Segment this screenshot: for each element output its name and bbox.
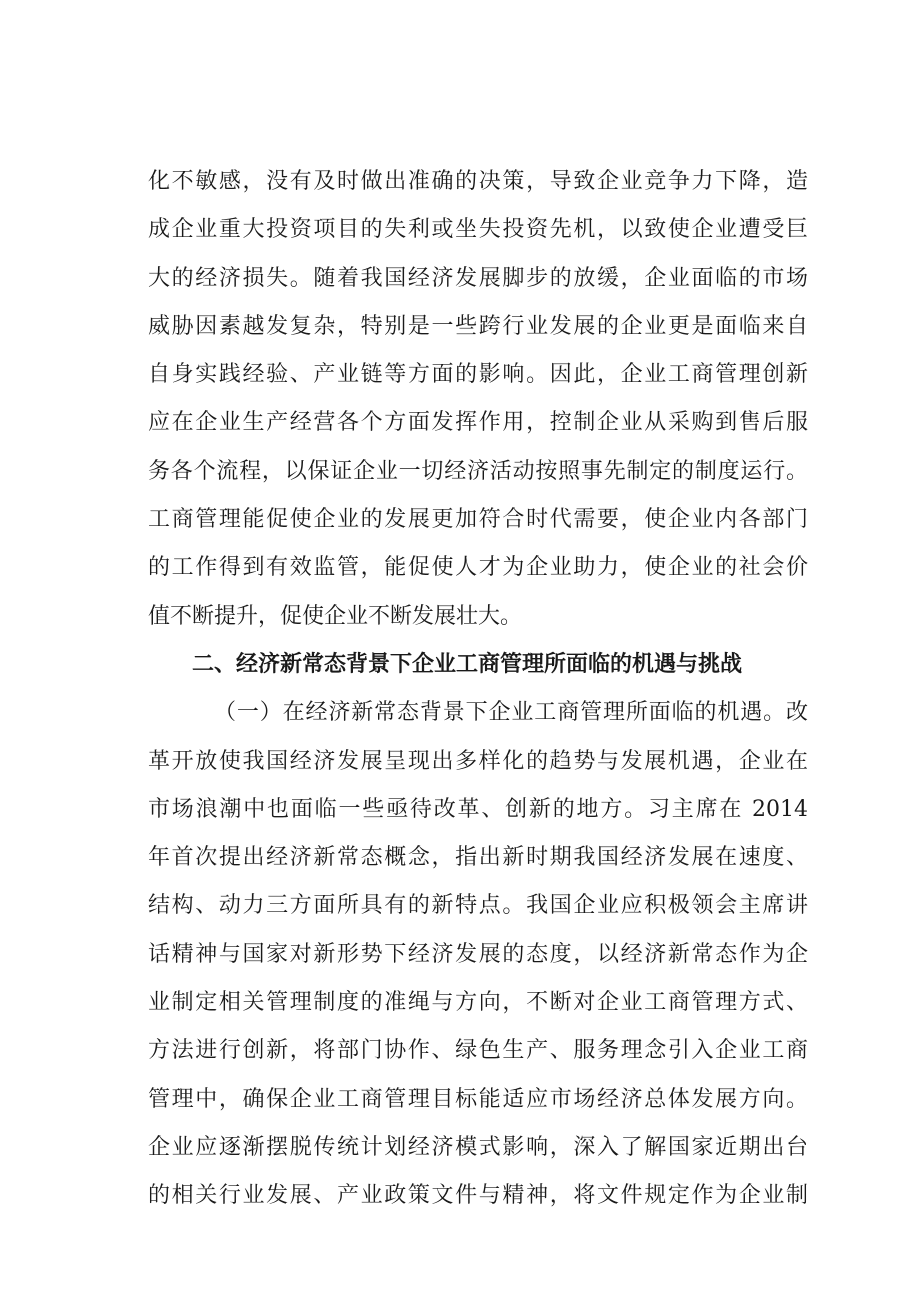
text-line: 工商管理能促使企业的发展更加符合时代需要，使企业内各部门 (148, 507, 808, 533)
text-line: 威胁因素越发复杂，特别是一些跨行业发展的企业更是面临来自 (148, 313, 808, 339)
text-line: 市场浪潮中也面临一些亟待改革、创新的地方。习主席在 2014 (148, 796, 808, 822)
section-heading: 二、经济新常态背景下企业工商管理所面临的机遇与挑战 (192, 651, 743, 677)
paragraph-continuation (148, 158, 808, 641)
text-line: 企业应逐渐摆脱传统计划经济模式影响，深入了解国家近期出台 (148, 1134, 808, 1160)
text-line: 应在企业生产经营各个方面发挥作用，控制企业从采购到售后服 (148, 410, 808, 436)
text-line: 大的经济损失。随着我国经济发展脚步的放缓，企业面临的市场 (148, 265, 808, 291)
text-line: 方法进行创新，将部门协作、绿色生产、服务理念引入企业工商 (148, 1038, 808, 1064)
text-line: 话精神与国家对新形势下经济发展的态度，以经济新常态作为企 (148, 941, 808, 967)
text-line: 管理中，确保企业工商管理目标能适应市场经济总体发展方向。 (148, 1086, 808, 1112)
text-line: 值不断提升，促使企业不断发展壮大。 (148, 603, 523, 629)
text-line: 成企业重大投资项目的失利或坐失投资先机，以致使企业遭受巨 (148, 217, 808, 243)
text-line: 革开放使我国经济发展呈现出多样化的趋势与发展机遇，企业在 (148, 748, 808, 774)
text-line: 务各个流程，以保证企业一切经济活动按照事先制定的制度运行。 (148, 458, 808, 484)
document-body (148, 158, 808, 1221)
text-line: 化不敏感，没有及时做出准确的决策，导致企业竞争力下降，造 (148, 169, 808, 194)
text-line: 的工作得到有效监管，能促使人才为企业助力，使企业的社会价 (148, 555, 808, 581)
text-line: （一）在经济新常态背景下企业工商管理所面临的机遇。改 (214, 700, 808, 726)
paragraph-opportunities (148, 689, 808, 1220)
text-line: 自身实践经验、产业链等方面的影响。因此，企业工商管理创新 (148, 362, 808, 388)
text-line: 的相关行业发展、产业政策文件与精神，将文件规定作为企业制 (148, 1183, 808, 1209)
text-line: 业制定相关管理制度的准绳与方向，不断对企业工商管理方式、 (148, 990, 808, 1016)
text-line: 结构、动力三方面所具有的新特点。我国企业应积极领会主席讲 (148, 893, 808, 919)
text-line: 年首次提出经济新常态概念，指出新时期我国经济发展在速度、 (148, 845, 808, 871)
